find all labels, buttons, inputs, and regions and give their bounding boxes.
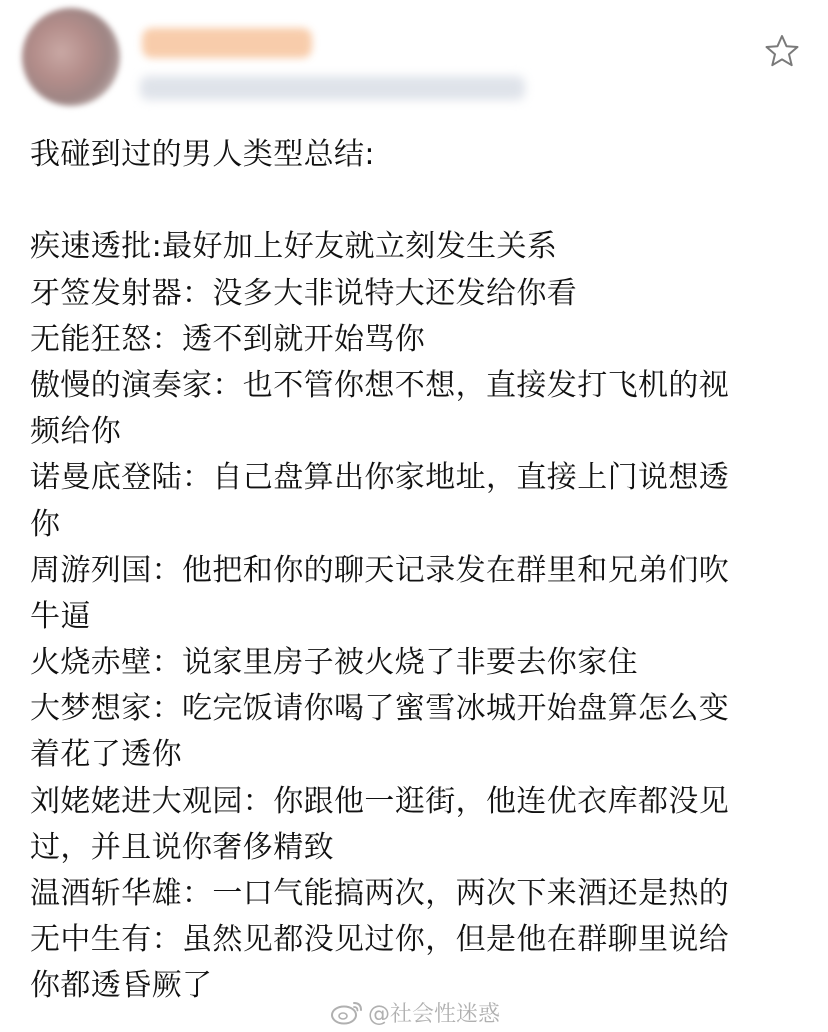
post-line: 你都透昏厥了	[30, 968, 213, 1004]
post-line: 诺曼底登陆：自己盘算出你家地址，直接上门说想透	[30, 460, 730, 496]
post-line: 刘姥姥进大观园：你跟他一逛街，他连优衣库都没见	[30, 783, 730, 819]
post-body	[30, 132, 790, 1010]
post-line: 你	[30, 506, 61, 542]
post-line: 火烧赤壁：说家里房子被火烧了非要去你家住	[30, 645, 638, 681]
post-line: 牛逼	[30, 598, 91, 634]
post-line: 傲慢的演奏家：也不管你想不想，直接发打飞机的视	[30, 367, 730, 403]
post-line: 过，并且说你奢侈精致	[30, 829, 334, 865]
post-line: 无能狂怒：透不到就开始骂你	[30, 321, 426, 357]
post-title: 我碰到过的男人类型总结:	[30, 137, 375, 172]
post-line: 温酒斩华雄：一口气能搞两次，两次下来酒还是热的	[30, 876, 730, 911]
post-header	[0, 0, 828, 112]
post-line: 无中生有：虽然见都没见过你，但是他在群聊里说给	[30, 922, 730, 958]
watermark-text: @社会性迷惑	[368, 1001, 501, 1027]
avatar[interactable]	[22, 8, 120, 106]
post-line: 着花了透你	[30, 737, 182, 773]
post-line: 大梦想家：吃完饭请你喝了蜜雪冰城开始盘算怎么变	[30, 691, 730, 727]
watermark	[330, 996, 500, 1028]
post-line: 牙签发射器：没多大非说特大还发给你看	[30, 275, 578, 311]
post-line: 疾速透批:最好加上好友就立刻发生关系	[30, 229, 558, 265]
post-meta-blurred	[140, 76, 525, 100]
blank-line	[30, 178, 790, 224]
weibo-icon	[330, 998, 364, 1026]
star-icon[interactable]	[765, 34, 799, 68]
post-line: 频给你	[30, 414, 122, 450]
username-blurred[interactable]	[142, 28, 312, 58]
post-line: 周游列国：他把和你的聊天记录发在群里和兄弟们吹	[30, 552, 730, 588]
